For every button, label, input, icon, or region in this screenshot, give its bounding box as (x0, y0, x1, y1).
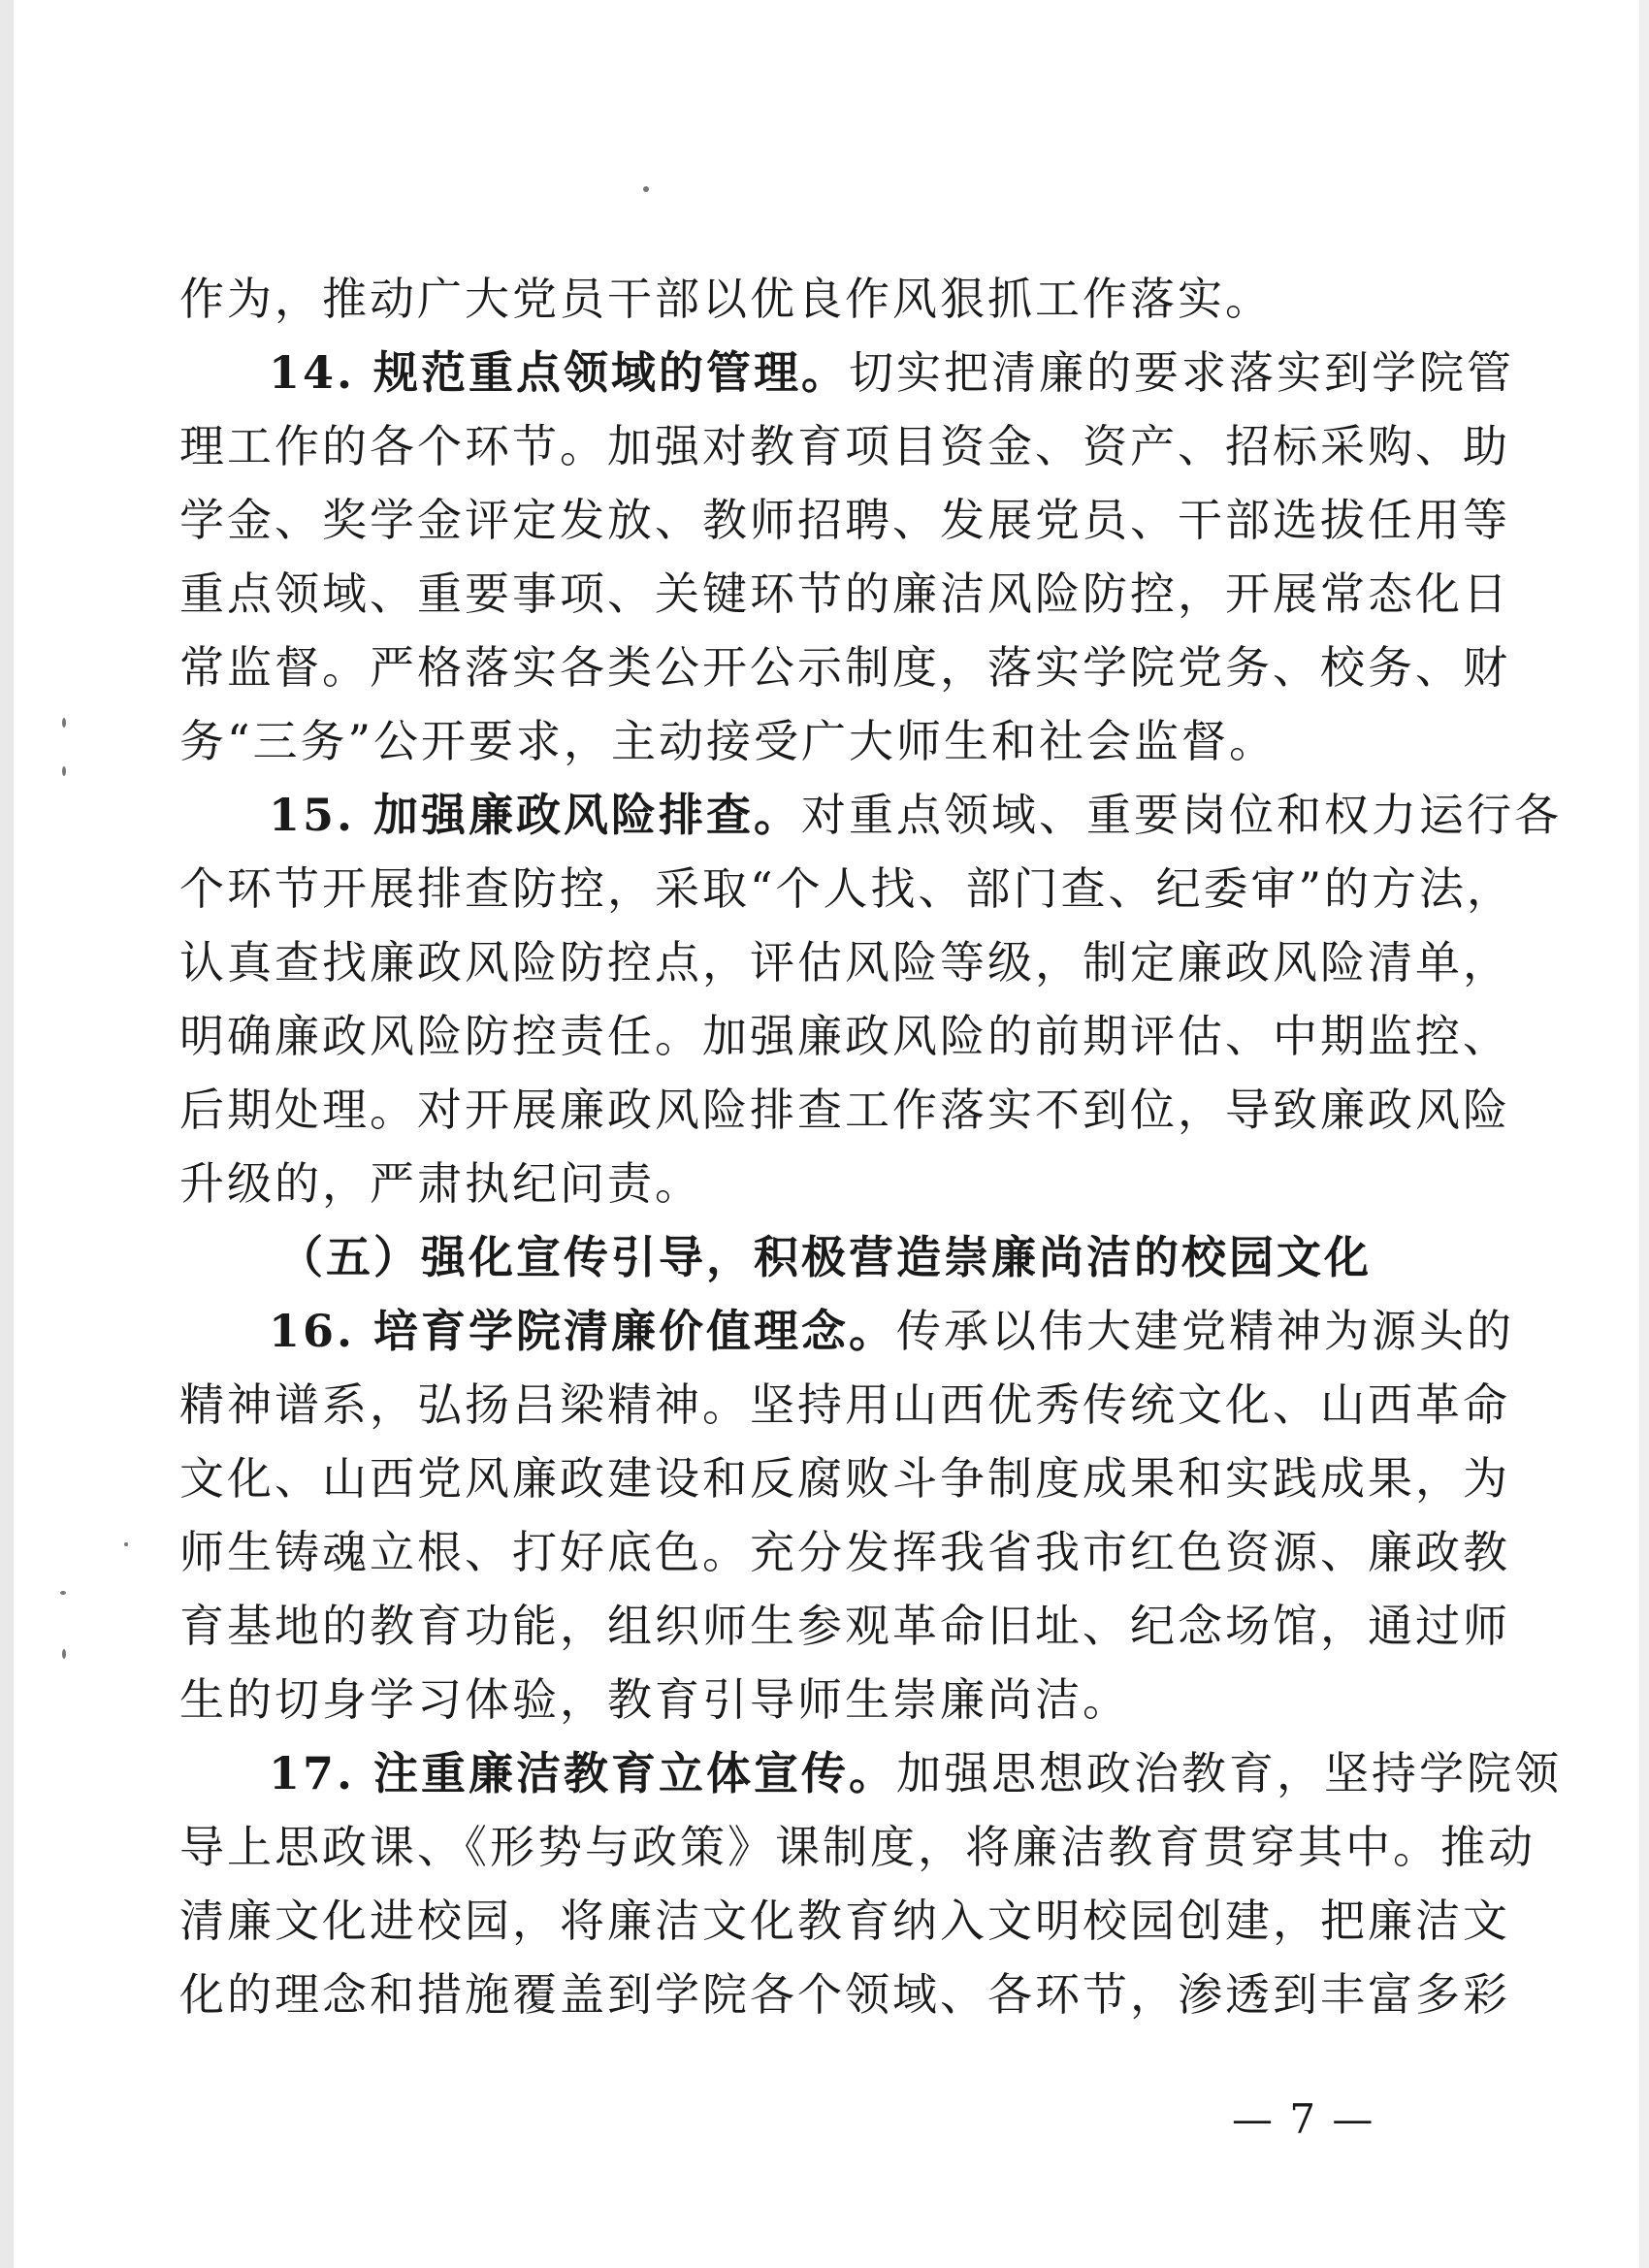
text-line: 明确廉政风险防控责任。加强廉政风险的前期评估、中期监控、 (179, 1010, 1510, 1062)
page-number: — 7 — (1232, 2095, 1375, 2143)
text-line: 清廉文化进校园，将廉洁文化教育纳入文明校园创建，把廉洁文 (179, 1895, 1510, 1947)
paragraph-17-first-line (179, 1736, 1563, 1810)
paragraph-14-first-line (179, 336, 1515, 409)
paragraph-15-first-line (179, 778, 1563, 852)
item-title: 17. 注重廉洁教育立体宣传。 (269, 1747, 897, 1799)
text-line: 育基地的教育功能，组织师生参观革命旧址、纪念场馆，通过师 (179, 1600, 1510, 1652)
scan-speck (60, 1591, 66, 1595)
text-line: 导上思政课、《形势与政策》课制度，将廉洁教育贯穿其中。推动 (179, 1821, 1536, 1873)
scan-speck (62, 1649, 66, 1659)
item-title: 15. 加强廉政风险排查。 (269, 789, 802, 841)
item-title: 16. 培育学院清廉价值理念。 (269, 1305, 897, 1357)
text-line: 精神谱系，弘扬吕梁精神。坚持用山西优秀传统文化、山西革命 (179, 1378, 1510, 1431)
text-line: 作为，推动广大党员干部以优良作风狠抓工作落实。 (179, 273, 1273, 325)
text-line: 升级的，严肃执纪问责。 (179, 1157, 702, 1210)
text-line: 个环节开展排查防控，采取“个人找、部门查、纪委审”的方法， (179, 862, 1515, 915)
text-line: 认真查找廉政风险防控点，评估风险等级，制定廉政风险清单， (179, 936, 1510, 988)
text-line: 加强思想政治教育，坚持学院领 (896, 1747, 1563, 1799)
text-line: 重点领域、重要事项、关键环节的廉洁风险防控，开展常态化日 (179, 567, 1510, 620)
text-line: 务“三务”公开要求，主动接受广大师生和社会监督。 (179, 715, 1277, 767)
text-line: 文化、山西党风廉政建设和反腐败斗争制度成果和实践成果，为 (179, 1452, 1510, 1505)
document-body (179, 262, 1563, 2031)
paragraph-16-first-line (179, 1294, 1515, 1368)
text-line: 常监督。严格落实各类公开公示制度，落实学院党务、校务、财 (179, 641, 1510, 694)
text-line: 学金、奖学金评定发放、教师招聘、发展党员、干部选拔任用等 (179, 494, 1510, 546)
scan-speck (124, 1542, 128, 1546)
item-title: 14. 规范重点领域的管理。 (269, 346, 850, 399)
scan-speck (62, 766, 66, 776)
text-line: 化的理念和措施覆盖到学院各个领域、各环节，渗透到丰富多彩 (179, 1968, 1510, 2021)
text-line: 后期处理。对开展廉政风险排查工作落实不到位，导致廉政风险 (179, 1084, 1510, 1136)
section-heading: （五）强化宣传引导，积极营造崇廉尚洁的校园文化 (278, 1231, 1372, 1283)
text-line: 对重点领域、重要岗位和权力运行各 (801, 789, 1563, 841)
text-line: 传承以伟大建党精神为源头的 (896, 1305, 1515, 1357)
text-line: 切实把清廉的要求落实到学院管 (849, 346, 1515, 399)
scan-speck (62, 718, 66, 728)
scan-speck (643, 186, 649, 192)
text-line: 师生铸魂立根、打好底色。充分发挥我省我市红色资源、廉政教 (179, 1526, 1510, 1578)
text-line: 生的切身学习体验，教育引导师生崇廉尚洁。 (179, 1673, 1130, 1726)
text-line: 理工作的各个环节。加强对教育项目资金、资产、招标采购、助 (179, 420, 1510, 472)
